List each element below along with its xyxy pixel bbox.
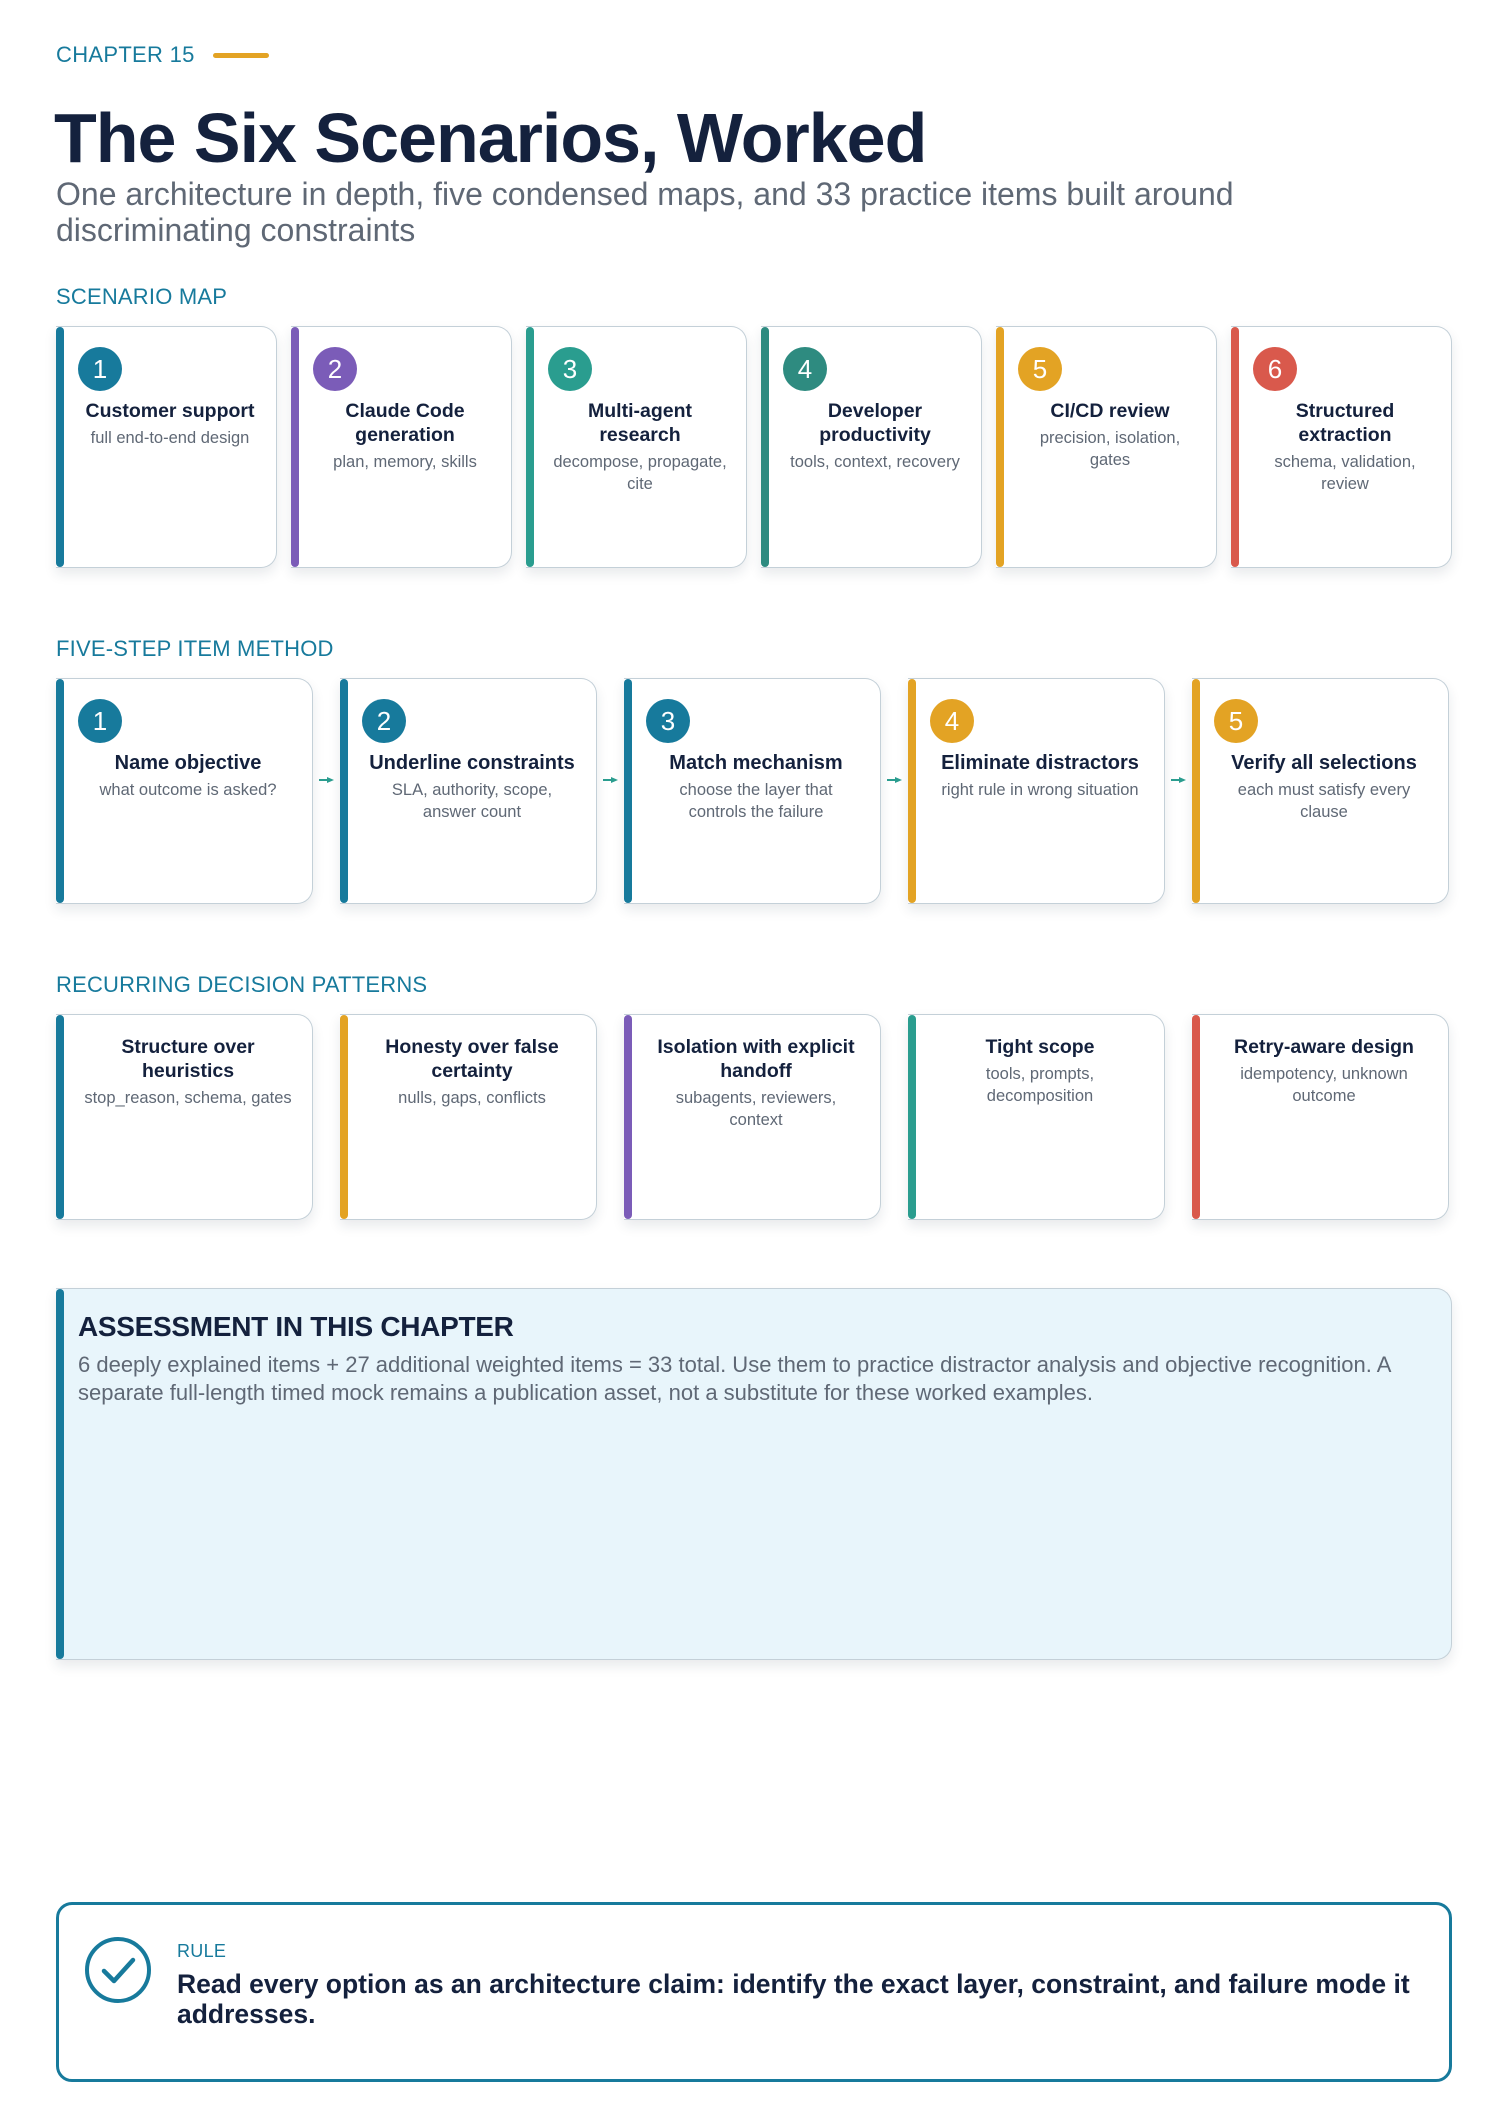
card-accent xyxy=(1192,1015,1200,1219)
pattern-desc: tools, prompts, decomposition xyxy=(985,1065,1095,1105)
method-step-card xyxy=(1192,678,1449,904)
rule-label: RULE xyxy=(177,1941,227,1961)
method-step-title: Name objective xyxy=(114,752,262,774)
scenario-card xyxy=(56,326,277,568)
pattern-card xyxy=(1192,1014,1449,1220)
card-accent xyxy=(1192,679,1200,903)
card-accent xyxy=(291,327,299,567)
scenario-title: CI/CD review xyxy=(1050,400,1170,422)
step-badge: 4 xyxy=(783,347,827,391)
method-step-card xyxy=(624,678,881,904)
pattern-title: Isolation with explicit handoff xyxy=(657,1036,855,1082)
pattern-card xyxy=(624,1014,881,1220)
scenario-desc: tools, context, recovery xyxy=(790,453,960,471)
scenario-title: Multi-agent research xyxy=(588,400,692,446)
pattern-card xyxy=(340,1014,597,1220)
check-circle-icon xyxy=(83,1935,153,2005)
step-badge: 3 xyxy=(646,699,690,743)
step-badge: 2 xyxy=(362,699,406,743)
card-accent xyxy=(340,1015,348,1219)
chapter-label: CHAPTER 15 xyxy=(56,42,195,67)
section-label-scenario-map: SCENARIO MAP xyxy=(56,284,228,309)
step-badge: 1 xyxy=(78,347,122,391)
scenario-title: Structured extraction xyxy=(1295,400,1395,446)
scenario-card xyxy=(1231,326,1452,568)
method-step-desc: what outcome is asked? xyxy=(99,781,277,799)
pattern-title: Honesty over false certainty xyxy=(385,1036,559,1082)
step-badge: 2 xyxy=(313,347,357,391)
method-step-card xyxy=(908,678,1165,904)
pattern-title: Retry-aware design xyxy=(1234,1036,1414,1058)
step-badge: 5 xyxy=(1214,699,1258,743)
card-accent xyxy=(340,679,348,903)
card-accent xyxy=(996,327,1004,567)
card-accent xyxy=(526,327,534,567)
assessment-panel xyxy=(56,1288,1452,1660)
pattern-title: Tight scope xyxy=(985,1036,1095,1058)
scenario-title: Claude Code generation xyxy=(345,400,465,446)
method-step-desc: choose the layer that controls the failure xyxy=(679,781,833,821)
card-accent xyxy=(908,679,916,903)
arrow-right-icon xyxy=(319,777,335,783)
arrow-right-icon xyxy=(887,777,903,783)
step-badge: 4 xyxy=(930,699,974,743)
step-badge: 3 xyxy=(548,347,592,391)
page-title: The Six Scenarios, Worked xyxy=(54,99,927,177)
scenario-card xyxy=(996,326,1217,568)
pattern-desc: subagents, reviewers, context xyxy=(675,1089,837,1129)
eyebrow-accent-bar xyxy=(213,53,269,58)
section-label-patterns: RECURRING DECISION PATTERNS xyxy=(56,972,428,997)
step-badge: 1 xyxy=(78,699,122,743)
scenario-desc: schema, validation, review xyxy=(1274,453,1416,493)
pattern-title: Structure over heuristics xyxy=(121,1036,255,1082)
scenario-card xyxy=(761,326,982,568)
step-badge: 6 xyxy=(1253,347,1297,391)
card-accent xyxy=(56,1289,64,1659)
scenario-desc: precision, isolation, gates xyxy=(1039,429,1181,469)
scenario-desc: full end-to-end design xyxy=(90,429,250,447)
method-step-desc: SLA, authority, scope, answer count xyxy=(391,781,553,821)
pattern-card xyxy=(56,1014,313,1220)
pattern-desc: stop_reason, schema, gates xyxy=(84,1089,292,1107)
card-accent xyxy=(624,679,632,903)
page-subtitle: One architecture in depth, five condensed maps, and 33 practice items built around discriminating constraints xyxy=(56,176,1234,248)
assessment-text: 6 deeply explained items + 27 additional weighted items = 33 total. Use them to practice distractor analysis and objective recognition. A separate full-length timed mock remains a publication asset, not a substitute for these worked examples. xyxy=(78,1352,1391,1405)
pattern-desc: idempotency, unknown outcome xyxy=(1240,1065,1408,1105)
card-accent xyxy=(1231,327,1239,567)
rule-text: Read every option as an architecture claim: identify the exact layer, constraint, and failure mode it addresses. xyxy=(177,1969,1410,2029)
pattern-desc: nulls, gaps, conflicts xyxy=(398,1089,546,1107)
scenario-card xyxy=(526,326,747,568)
method-step-desc: right rule in wrong situation xyxy=(941,781,1139,799)
card-accent xyxy=(56,327,64,567)
scenario-desc: decompose, propagate, cite xyxy=(553,453,727,493)
card-accent xyxy=(56,1015,64,1219)
step-badge: 5 xyxy=(1018,347,1062,391)
method-step-card xyxy=(340,678,597,904)
pattern-card xyxy=(908,1014,1165,1220)
card-accent xyxy=(908,1015,916,1219)
card-accent xyxy=(761,327,769,567)
section-label-method: FIVE-STEP ITEM METHOD xyxy=(56,636,334,661)
card-accent xyxy=(624,1015,632,1219)
scenario-desc: plan, memory, skills xyxy=(333,453,477,471)
method-step-title: Underline constraints xyxy=(369,752,575,774)
method-row xyxy=(56,678,1452,904)
arrow-right-icon xyxy=(1171,777,1187,783)
chapter-eyebrow xyxy=(56,42,269,68)
method-step-title: Match mechanism xyxy=(669,752,843,774)
card-accent xyxy=(56,679,64,903)
method-step-card xyxy=(56,678,313,904)
assessment-title: ASSESSMENT IN THIS CHAPTER xyxy=(78,1311,514,1342)
scenario-card xyxy=(291,326,512,568)
rule-callout xyxy=(56,1902,1452,2082)
method-step-title: Eliminate distractors xyxy=(941,752,1139,774)
arrow-right-icon xyxy=(603,777,619,783)
scenario-title: Developer productivity xyxy=(819,400,931,446)
scenario-title: Customer support xyxy=(85,400,255,422)
method-step-desc: each must satisfy every clause xyxy=(1237,781,1411,821)
scenario-map-row xyxy=(56,326,1452,568)
method-step-title: Verify all selections xyxy=(1231,752,1417,774)
patterns-row xyxy=(56,1014,1452,1220)
